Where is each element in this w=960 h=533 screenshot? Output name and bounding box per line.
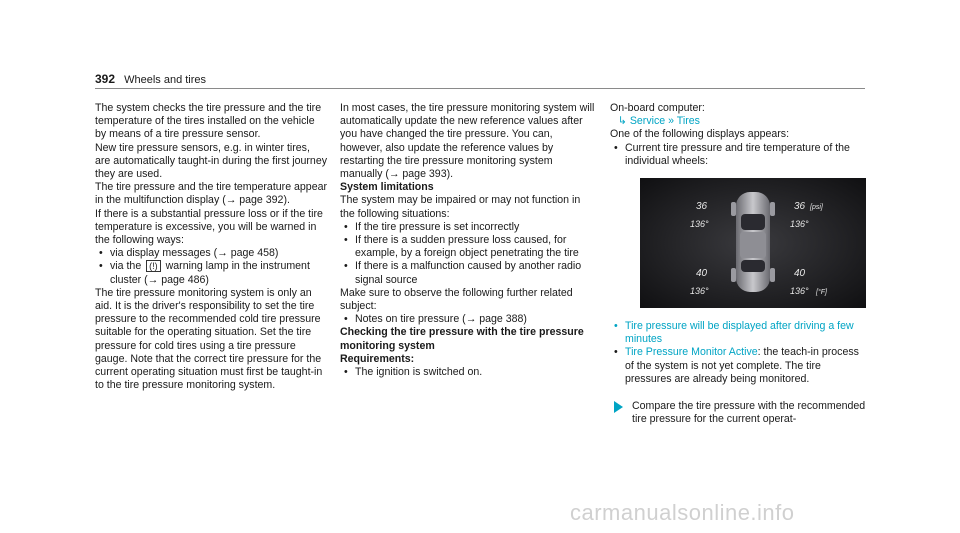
paragraph: The tire pressure monitoring system is only an aid. It is the driver's responsibility to set the tire pressure to the recommended cold tire pressure suitable for the operating situation. Set the tire pressure for cold tires using a tire pressure gauge. Note that the correct tire pressure for the current operating situation must first be taught-in to the tire pressure monitoring system. xyxy=(95,286,323,392)
requirements-label: Requirements: xyxy=(340,352,415,365)
list-item: • The ignition is switched on. xyxy=(340,366,596,379)
action-arrow-icon xyxy=(614,401,623,413)
status-message: Tire Pressure Monitor Active xyxy=(625,346,758,359)
temperature-unit: [°F] xyxy=(816,289,827,297)
front-right-pressure: 36 xyxy=(794,201,806,213)
front-left-pressure: 36 xyxy=(696,201,708,213)
front-right-temperature: 136° xyxy=(790,219,809,230)
paragraph: If there is a substantial pressure loss or if the tire temperature is excessive, you will be warned in the following ways: xyxy=(95,207,323,247)
list-item: • via the (!) warning lamp in the instrument cluster (→ page 486) xyxy=(95,260,327,286)
warning-list xyxy=(95,247,327,287)
menu-path-service: Service xyxy=(629,115,666,128)
limitations-list xyxy=(340,221,596,287)
list-item: • Tire Pressure Monitor Active: the teach-in process of the system is not yet complete. The tire pressures are already being monitored. xyxy=(610,346,868,386)
column-3 xyxy=(610,102,868,426)
header-divider xyxy=(95,88,865,89)
subheading-system-limitations: System limitations xyxy=(340,181,434,194)
requirements-list xyxy=(340,366,596,379)
tire-pressure-display xyxy=(640,178,866,308)
paragraph: The system checks the tire pressure and the tire temperature of the tires installed on the vehicle by means of a tire pressure sensor. xyxy=(95,102,322,141)
rear-left-pressure: 40 xyxy=(696,268,708,280)
car-top-view xyxy=(731,192,775,292)
status-list xyxy=(610,320,868,386)
paragraph: The tire pressure and the tire temperature appear in the multifunction display (→ page 392). xyxy=(95,181,328,207)
list-item: • If there is a malfunction caused by another radio signal source xyxy=(340,260,596,286)
list-item: • Current tire pressure and tire temperature of the individual wheels: xyxy=(610,142,868,168)
watermark: carmanualsonline.info xyxy=(570,500,795,525)
list-item: • via display messages (→ page 458) xyxy=(95,247,327,260)
subheading-checking: Checking the tire pressure with the tire pressure monitoring system xyxy=(340,326,584,352)
return-arrow-icon: ↳ xyxy=(618,115,627,128)
tire-pressure-warning-lamp-icon: (!) xyxy=(146,260,161,272)
column-1 xyxy=(95,102,327,392)
column-2 xyxy=(340,102,596,379)
list-item: • If the tire pressure is set incorrectly xyxy=(340,221,596,234)
paragraph: New tire pressure sensors, e.g. in winter tires, are automatically taught-in during the first journey they are used. xyxy=(95,141,328,181)
paragraph: Make sure to observe the following further related subject: xyxy=(340,286,573,313)
front-left-temperature: 136° xyxy=(690,219,709,230)
list-item: • If there is a sudden pressure loss caused, for example, by a foreign object penetrating the tire xyxy=(340,234,596,260)
display-list xyxy=(610,142,868,168)
paragraph: In most cases, the tire pressure monitoring system will automatically update the new reference values after you have changed the tire pressure. You can, however, also update the reference values by restarting the tire pressure monitoring system manually (→ page 393). xyxy=(340,102,595,181)
double-chevron-icon: » xyxy=(668,115,675,128)
rear-left-temperature: 136° xyxy=(690,286,709,297)
section-title: Wheels and tires xyxy=(124,74,207,86)
list-item: • Notes on tire pressure (→ page 388) xyxy=(340,313,596,326)
list-item: • Tire pressure will be displayed after driving a few minutes xyxy=(610,320,868,346)
related-list xyxy=(340,313,596,326)
pressure-unit: [psi] xyxy=(810,204,823,212)
rear-right-temperature: 136° xyxy=(790,286,809,297)
rear-right-pressure: 40 xyxy=(794,268,806,280)
menu-path xyxy=(610,115,868,128)
page-header xyxy=(95,72,206,86)
paragraph: The system may be impaired or may not function in the following situations: xyxy=(340,194,581,220)
paragraph: One of the following displays appears: xyxy=(610,128,790,141)
menu-path-tires: Tires xyxy=(676,115,700,128)
action-step: Compare the tire pressure with the recommended tire pressure for the current operat- xyxy=(610,400,868,426)
paragraph: On-board computer: xyxy=(610,102,705,114)
page-number: 392 xyxy=(95,72,116,86)
